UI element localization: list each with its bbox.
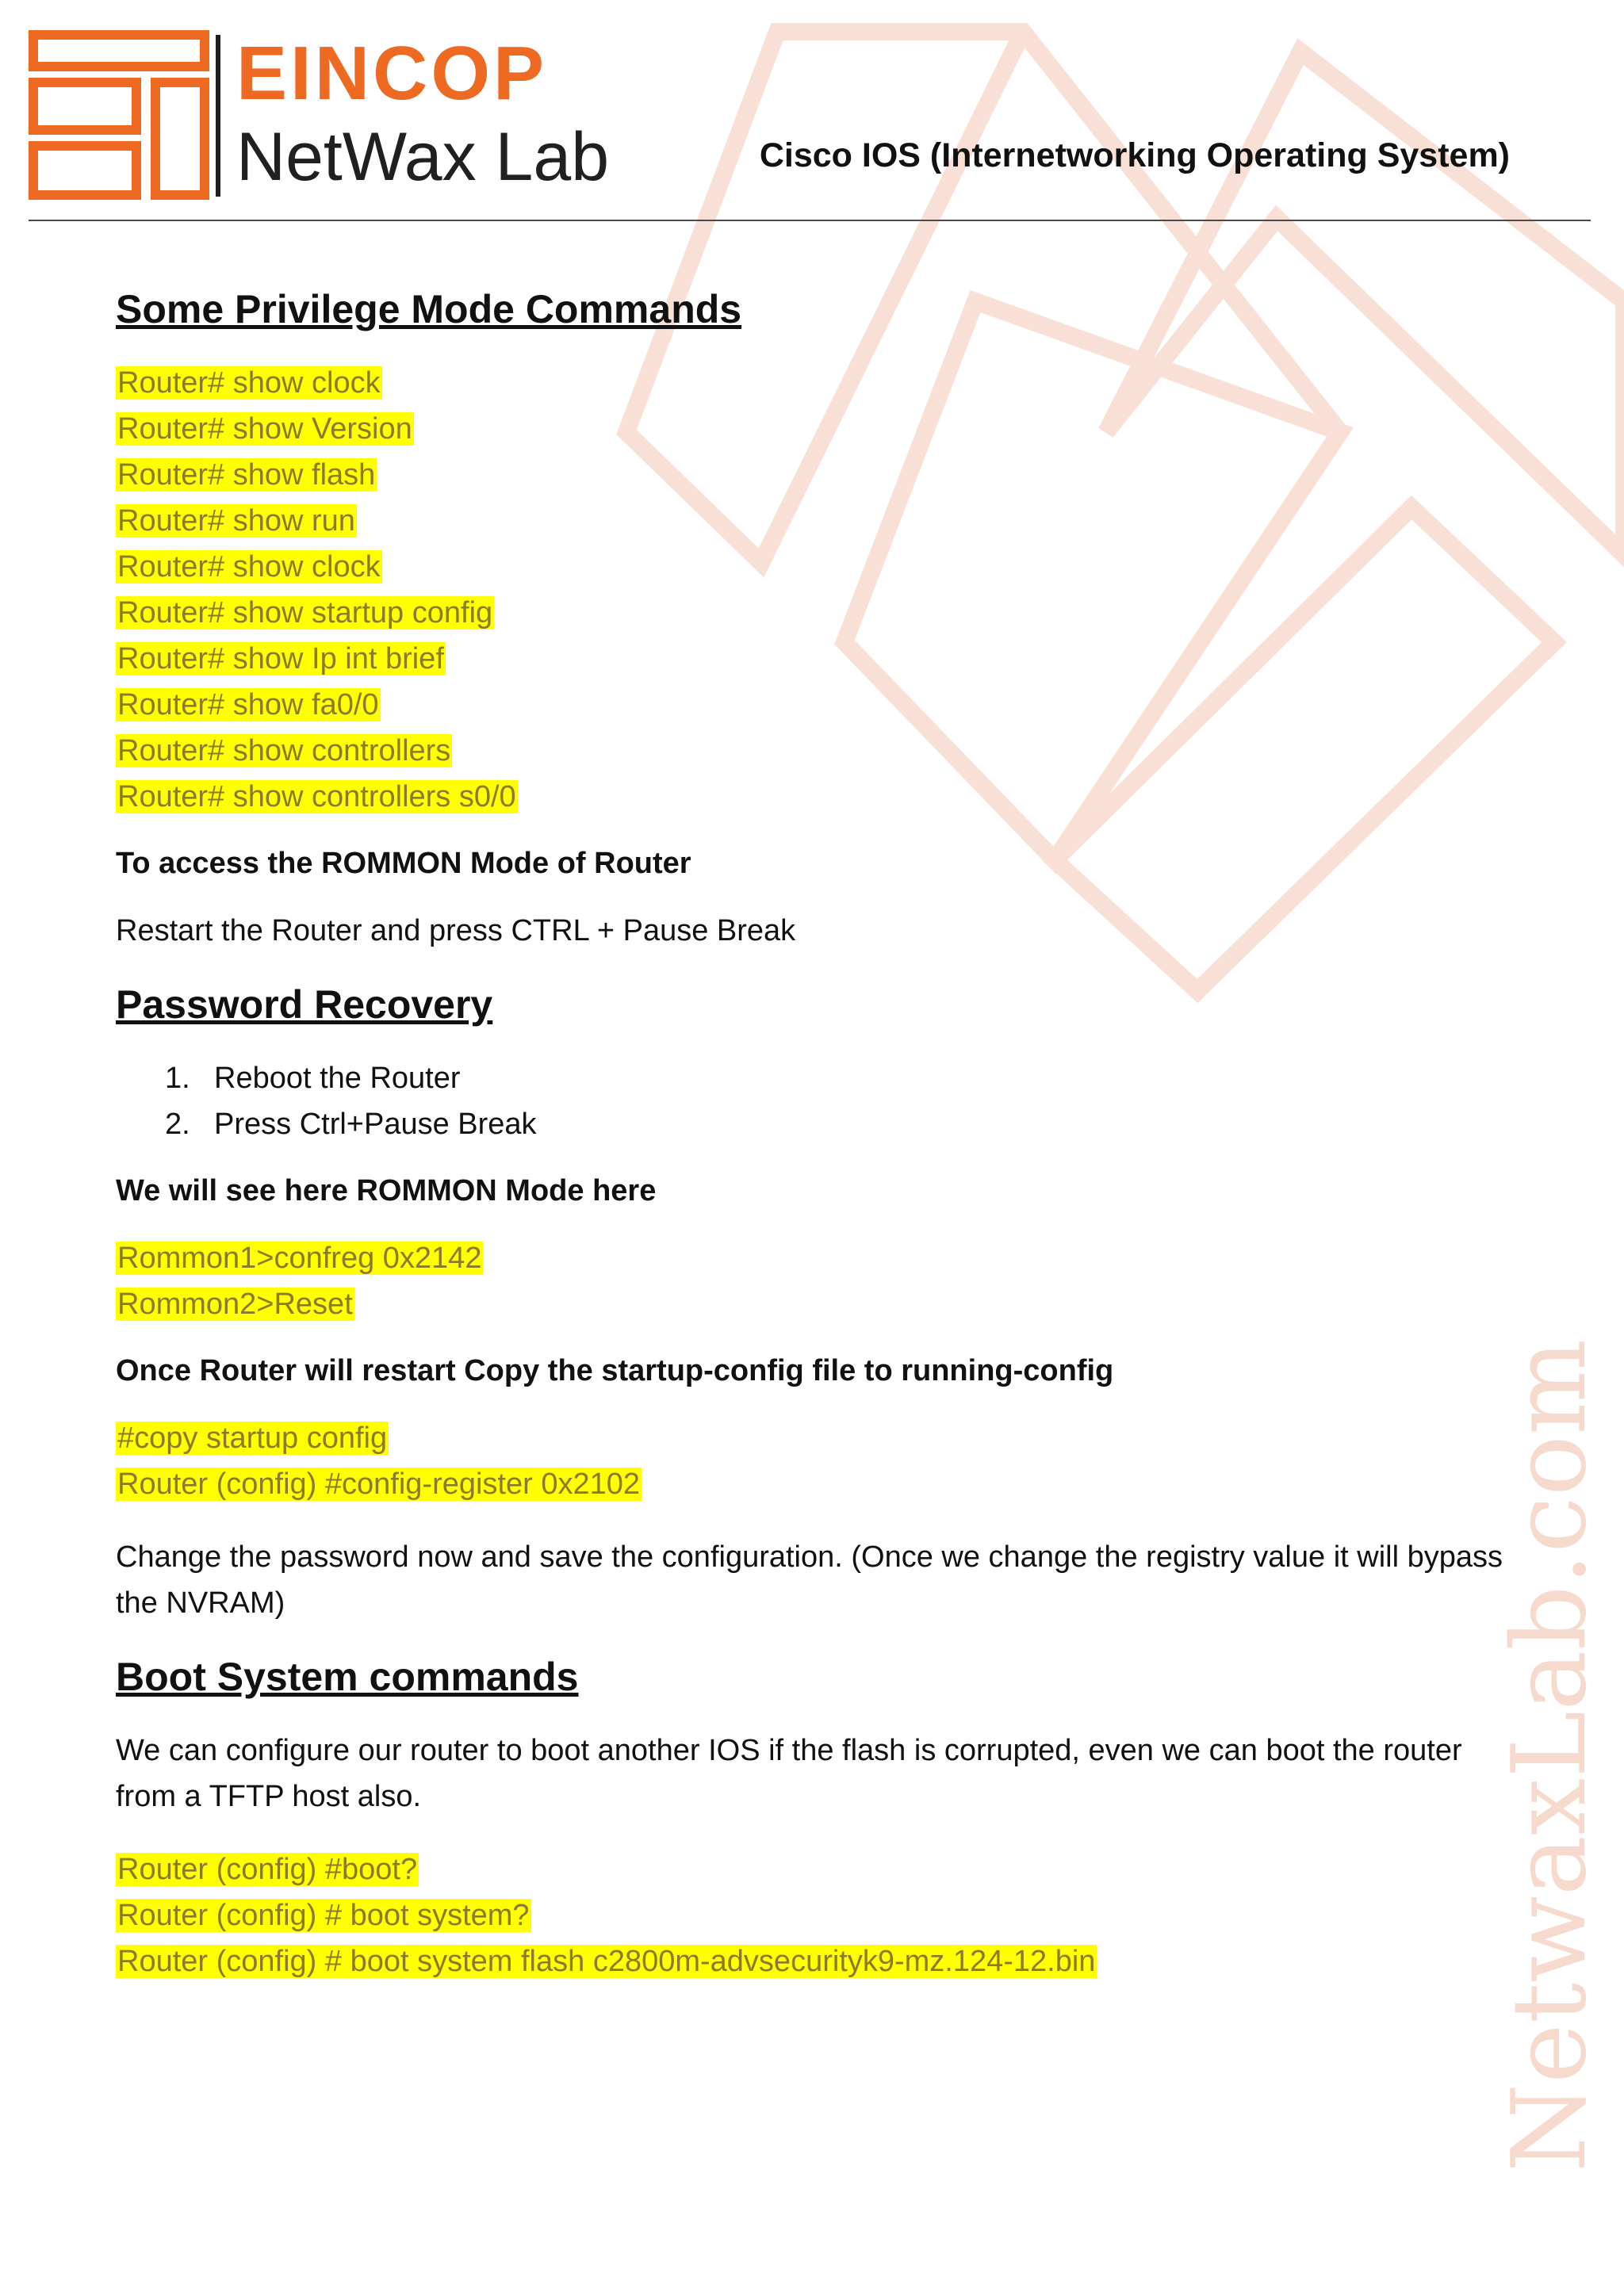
rommon-access-label: To access the ROMMON Mode of Router [116, 847, 691, 880]
list-item: 1. Reboot the Router [165, 1062, 461, 1095]
command-line: #copy startup config [117, 1422, 388, 1455]
command-line: Router# show controllers s0/0 [117, 780, 516, 813]
main-content [116, 285, 1511, 2011]
command-line: Router (config) #config-register 0x2102 [117, 1468, 641, 1501]
command-line: Router# show clock [117, 366, 381, 400]
page-header [0, 0, 1624, 238]
command-line: Router# show flash [117, 458, 376, 492]
password-change-note: Change the password now and save the configuration. (Once we change the registry value it will bypass the NVRAM) [116, 1540, 1503, 1620]
list-item: 2. Press Ctrl+Pause Break [165, 1108, 537, 1141]
command-line: Router# show fa0/0 [117, 688, 379, 721]
document-title: Cisco IOS (Internetworking Operating System) [759, 136, 1510, 174]
copy-command-list [116, 1415, 1511, 1507]
rommon-command-list [116, 1235, 1511, 1327]
command-line: Router# show clock [117, 550, 381, 584]
header-rule [29, 220, 1591, 221]
boot-intro: We can configure our router to boot another IOS if the flash is corrupted, even we can boot the router from a TFTP host also. [116, 1734, 1462, 1813]
brand-name-bottom: NetWax Lab [236, 119, 610, 195]
heading-boot-system: Boot System commands [116, 1655, 579, 1699]
command-line: Rommon1>confreg 0x2142 [117, 1242, 482, 1275]
recovery-steps [116, 1055, 1511, 1147]
logo-mark-icon [29, 30, 209, 200]
command-line: Router# show startup config [117, 596, 493, 629]
command-line: Router (config) # boot system flash c2800m-advsecurityk9-mz.124-12.bin [117, 1945, 1096, 1978]
copy-config-label: Once Router will restart Copy the startup-config file to running-config [116, 1354, 1114, 1387]
rommon-access-text: Restart the Router and press CTRL + Pause Break [116, 914, 796, 947]
privilege-command-list [116, 360, 1511, 820]
boot-command-list [116, 1846, 1511, 1984]
logo-separator [216, 35, 220, 197]
brand-name-top: EINCOP [236, 31, 548, 116]
heading-privilege-mode: Some Privilege Mode Commands [116, 287, 742, 331]
command-line: Router# show controllers [117, 734, 451, 767]
heading-password-recovery: Password Recovery [116, 982, 493, 1027]
watermark-text: NetwaxLab.com [1491, 1338, 1609, 2172]
command-line: Router# show Version [117, 412, 412, 446]
rommon-mode-label: We will see here ROMMON Mode here [116, 1174, 657, 1207]
logo [29, 30, 663, 200]
command-line: Router# show Ip int brief [117, 642, 444, 675]
command-line: Router (config) #boot? [117, 1853, 418, 1886]
command-line: Rommon2>Reset [117, 1288, 353, 1321]
command-line: Router# show run [117, 504, 355, 538]
command-line: Router (config) # boot system? [117, 1899, 530, 1932]
